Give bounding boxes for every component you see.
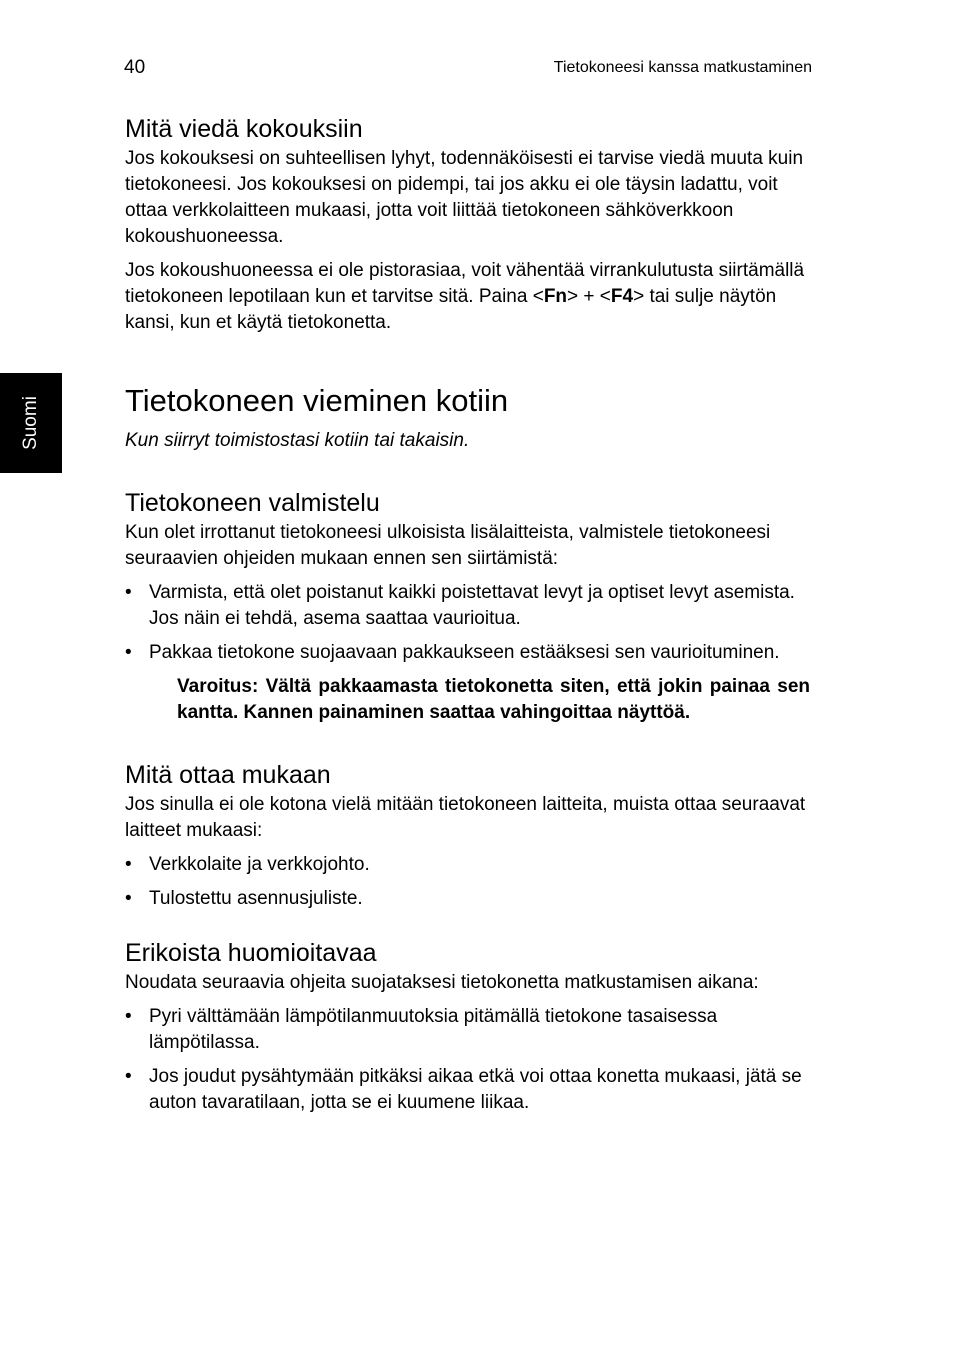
section-title-special: Erikoista huomioitavaa: [125, 939, 377, 967]
section-title-prepare: Tietokoneen valmistelu: [125, 489, 380, 517]
section-special: [125, 938, 810, 1116]
page-number: 40: [124, 57, 146, 78]
list-item-text: Verkkolaite ja verkkojohto.: [149, 854, 370, 875]
list-item-text: Pyri välttämään lämpötilanmuutoksia pitämällä tietokone tasaisessa lämpötilassa.: [149, 1006, 718, 1053]
section-home: [125, 382, 810, 454]
chapter-intro: Kun siirryt toimistostasi kotiin tai takaisin.: [125, 430, 470, 451]
list-item: [125, 886, 810, 912]
paragraph: Noudata seuraavia ohjeita suojataksesi tietokonetta matkustamisen aikana:: [125, 972, 759, 993]
list-item: [125, 640, 810, 666]
bullet-list: [125, 580, 810, 666]
warning-note: Varoitus: Vältä pakkaamasta tietokonetta siten, että jokin painaa sen kantta. Kannen painaminen saattaa vahingoittaa näyttöä.: [177, 676, 810, 723]
bullet: •: [125, 642, 132, 663]
paragraph: Kun olet irrottanut tietokoneesi ulkoisista lisälaitteista, valmistele tietokoneesi seuraavien ohjeiden mukaan ennen sen siirtämistä:: [125, 522, 771, 569]
text-fragment: > tai sulje näytön kansi, kun et käytä tietokonetta.: [125, 286, 777, 333]
list-item-text: Pakkaa tietokone suojaavaan pakkaukseen estääksesi sen vaurioituminen.: [149, 642, 780, 663]
key-f4: F4: [610, 286, 634, 307]
bullet: •: [125, 1066, 132, 1087]
language-side-tab: [0, 373, 62, 473]
page-content: [125, 114, 810, 1124]
list-item-text: Jos joudut pysähtymään pitkäksi aikaa etkä voi ottaa konetta mukaasi, jätä se auton tavaratilaan, jotta se ei kuumene liikaa.: [149, 1066, 802, 1113]
section-title-meetings: Mitä viedä kokouksiin: [125, 115, 363, 143]
list-item: [125, 580, 810, 632]
list-item: [125, 852, 810, 878]
key-fn: Fn: [543, 286, 568, 307]
bullet-list: [125, 852, 810, 912]
bullet: •: [125, 582, 132, 603]
bullet-list: [125, 1004, 810, 1116]
text-fragment: Jos kokoushuoneessa ei ole pistorasiaa, voit vähentää virrankulutusta siirtämällä tietokoneen lepotilaan kun et tarvitse sitä. Paina <: [125, 260, 805, 307]
section-bring: [125, 760, 810, 912]
chapter-title: Tietokoneen vieminen kotiin: [125, 383, 509, 418]
list-item-text: Tulostettu asennusjuliste.: [149, 888, 363, 909]
language-tab-label: Suomi: [20, 396, 41, 450]
section-meetings: [125, 114, 810, 336]
list-item: [125, 1064, 810, 1116]
section-prepare: [125, 488, 810, 726]
paragraph-keyboard-shortcut: [125, 258, 810, 336]
section-title-bring: Mitä ottaa mukaan: [125, 761, 331, 789]
list-item: [125, 1004, 810, 1056]
bullet: •: [125, 888, 132, 909]
bullet: •: [125, 1006, 132, 1027]
paragraph: Jos kokouksesi on suhteellisen lyhyt, todennäköisesti ei tarvise viedä muuta kuin tietokoneesi. Jos kokouksesi on pidempi, tai jos akku ei ole täysin ladattu, voit ottaa verkkolaitteen mukaasi, jotta voit liittää tietokoneen sähköverkkoon kokoushuoneessa.: [125, 148, 804, 247]
paragraph: Jos sinulla ei ole kotona vielä mitään tietokoneen laitteita, muista ottaa seuraavat laitteet mukaasi:: [125, 794, 806, 841]
list-item-text: Varmista, että olet poistanut kaikki poistettavat levyt ja optiset levyt asemista. Jos näin ei tehdä, asema saattaa vaurioitua.: [149, 582, 795, 629]
text-fragment: > + <: [567, 286, 611, 307]
bullet: •: [125, 854, 132, 875]
running-header: Tietokoneesi kanssa matkustaminen: [553, 59, 812, 76]
